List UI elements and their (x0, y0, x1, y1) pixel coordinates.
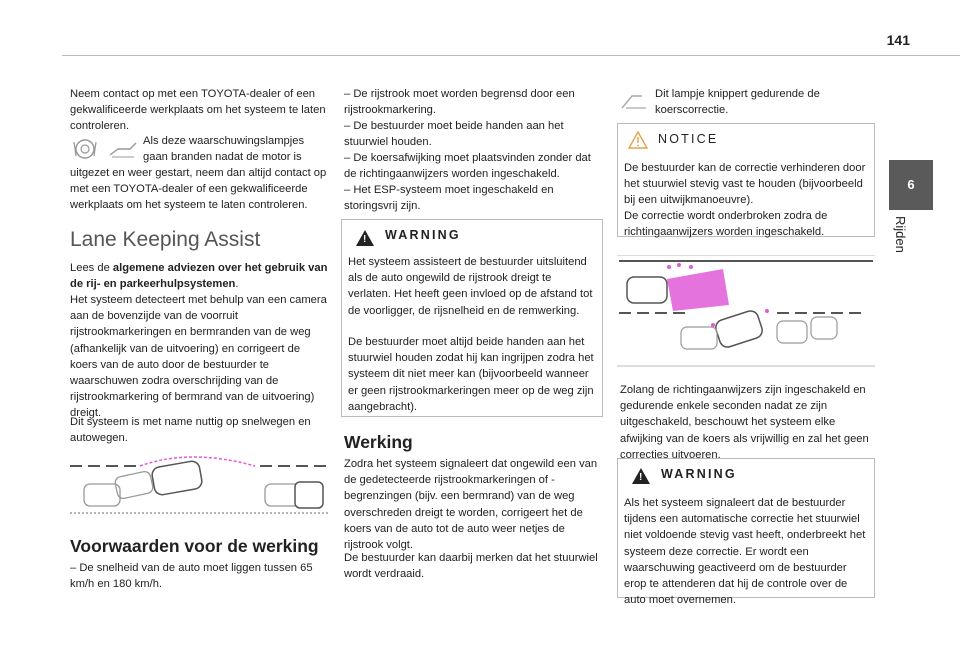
warning-triangle-icon-2: ! (632, 468, 650, 484)
intro-text: Neem contact op met een TOYOTA-dealer of een gekwalificeerde werkplaats om het systeem te laten controleren. (70, 88, 326, 133)
condition-speed: – De snelheid van de auto moet liggen tussen 65 km/h en 180 km/h. (70, 562, 313, 591)
system-description: Het systeem detecteert met behulp van een camera aan de bovenzijde van de voorruit rijstrookmarkeringen en bermranden van de weg (afhankelijk van de uitvoering) en corrigeert de koers van de auto door de bestuurder te waarschuwen zodra overschrijding van de rijstrookmarkering of bermrand van de uitvoering) dreigt. (70, 294, 327, 420)
indicator-illustration (617, 255, 875, 367)
lamp-text-b: gaan branden nadat de motor is (143, 151, 302, 163)
notice-triangle-icon (628, 131, 648, 149)
warning-text-2: De bestuurder moet altijd beide handen aan het stuurwiel houden zodat hij kan ingrijpen zodra het systeem dit niet meer kan (bijvoorbeeld wanneer er geen rijstrookmarkeringen meer op de weg zijn aangebracht). (348, 336, 594, 413)
notice-text-1: De bestuurder kan de correctie verhinderen door het stuurwiel stevig vast te houden (bijvoorbeeld bij een uitwijkmanoeuvre). (624, 162, 866, 207)
condition-hands: – De bestuurder moet beide handen aan het stuurwiel houden. (344, 120, 564, 149)
warning-text-1: Het systeem assisteert de bestuurder uitsluitend als de auto ongewild de rijstrook dreigt te verlaten. Het heeft geen invloed op de afstand tot de voorligger, de rijsnelheid en de remwerking. (348, 256, 593, 317)
lane-warning-lamps-icon (72, 137, 138, 161)
advice-text: Lees de algemene adviezen over het gebruik van de rij- en parkeerhulpsystemen. (70, 262, 328, 291)
werking-text-1: Zodra het systeem signaleert dat ongewild een van de gedetecteerde rijstrookmarkeringen of -begrenzingen (bijv. een bermrand) van de weg overschreden dreigt te worden, corrigeert het de koers van de auto tot de auto weer netjes de rijstrook volgt. (344, 458, 598, 552)
warning-triangle-icon: ! (356, 230, 374, 246)
condition-esp: – Het ESP-systeem moet ingeschakeld en storingsvrij zijn. (344, 184, 554, 213)
warning-box-1 (341, 219, 603, 417)
lane-keeping-illustration (70, 448, 328, 520)
correction-lamp-text: Dit lampje knippert gedurende de koerscorrectie. (655, 88, 820, 117)
condition-lane: – De rijstrook moet worden begrensd door een rijstrookmarkering. (344, 88, 575, 117)
section-tab[interactable]: 6 (889, 160, 933, 210)
warning-title-2: WARNING (661, 467, 737, 481)
conditions-heading: Voorwaarden voor de werking (70, 536, 319, 556)
section-label: Rijden (893, 216, 908, 253)
notice-text-2: De correctie wordt onderbroken zodra de richtingaanwijzers worden ingeschakeld. (624, 210, 828, 239)
werking-text-2: De bestuurder kan daarbij merken dat het stuurwiel wordt verdraaid. (344, 552, 598, 581)
werking-heading: Werking (344, 432, 413, 452)
lka-heading: Lane Keeping Assist (70, 228, 261, 251)
condition-indicators: – De koersafwijking moet plaatsvinden zonder dat de richtingaanwijzers worden ingeschakeld. (344, 152, 591, 181)
correction-lamp-icon (620, 92, 648, 110)
notice-title: NOTICE (658, 132, 719, 146)
warning-title: WARNING (385, 228, 461, 242)
header-rule (62, 55, 960, 56)
lamp-text-a: Als deze waarschuwingslampjes (143, 135, 305, 147)
lamp-text-c: uitgezet en weer gestart, neem dan altijd contact op met een TOYOTA-dealer of een gekwalificeerde werkplaats om het systeem te laten controleren. (70, 167, 327, 212)
page-number: 141 (886, 32, 910, 48)
advice-link[interactable]: algemene adviezen over het gebruik van de rij- en parkeerhulpsystemen (70, 262, 328, 291)
notice-box (617, 123, 875, 237)
system-usage: Dit systeem is met name nuttig op snelwegen en autowegen. (70, 416, 311, 445)
warning-box-2 (617, 458, 875, 607)
indicator-caption: Zolang de richtingaanwijzers zijn ingeschakeld en gedurende enkele seconden nadat ze zijn uitgeschakeld, beschouwt het systeem elke afwijking van de koers als vrijwillig en zal het geen correcties uitvoeren. (620, 384, 869, 461)
warning-text-3: Als het systeem signaleert dat de bestuurder tijdens een automatische correctie het stuurwiel niet voldoende stevig vast heeft, onderbreekt het systeem deze correctie. Er wordt een waarschuwing geactiveerd om de bestuurder erop te attenderen dat hij de controle over de auto moet overnemen. (624, 497, 866, 607)
